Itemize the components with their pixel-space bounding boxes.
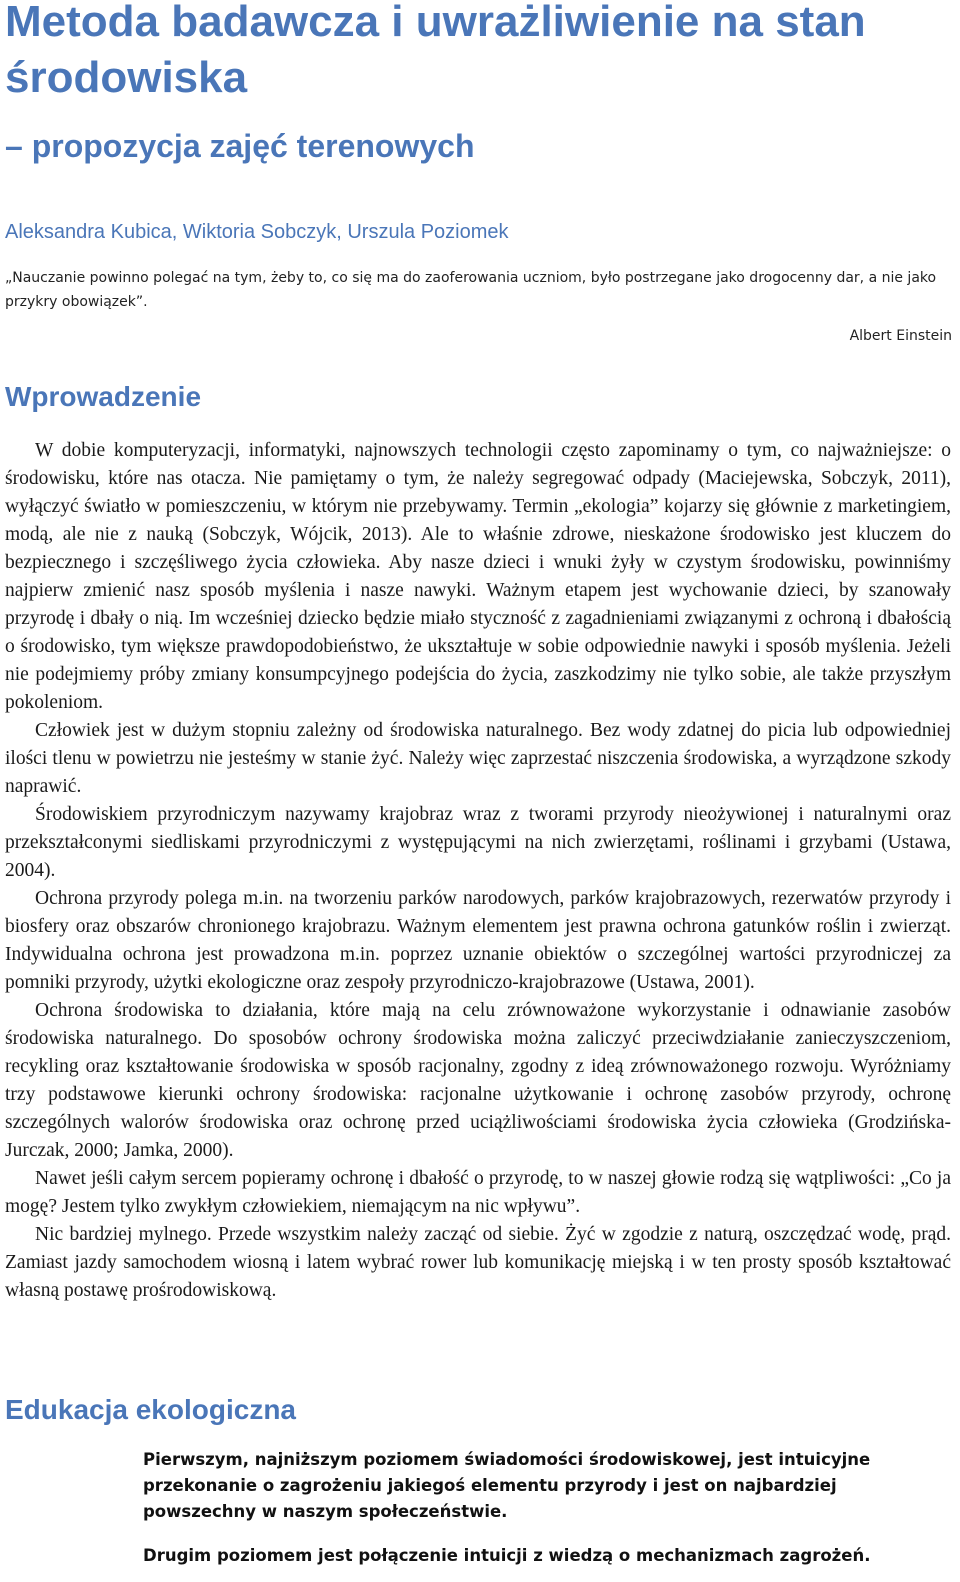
awareness-levels-box [143, 1447, 933, 1569]
section-heading-introduction: Wprowadzenie [5, 381, 202, 412]
introduction-body [5, 437, 951, 1305]
body-paragraph: Ochrona środowiska to działania, które mają na celu zrównoważone wykorzystanie i odnawianie zasobów środowiska naturalnego. Do sposobów ochrony środowiska można zaliczyć przeciwdziałanie zanieczyszczeniom, recykling oraz kształtowanie środowiska w sposób racjonalny, zgodny z ideą zrównoważonego rozwoju. Wyróżniamy trzy podstawowe kierunki ochrony środowiska: racjonalne użytkowanie i ochronę zasobów przyrody, ochronę szczególnych walorów środowiska oraz ochronę przed uciążliwościami środowiska życia człowieka (Grodzińska-Jurczak, 2000; Jamka, 2000). [5, 1000, 951, 1161]
body-paragraph: Nic bardziej mylnego. Przede wszystkim należy zacząć od siebie. Żyć w zgodzie z naturą, oszczędzać wodę, prąd. Zamiast jazdy samochodem wiosną i latem wybrać rower lub komunikację miejską i w ten prosty sposób kształtować własną postawę prośrodowiskową. [5, 1224, 951, 1301]
body-paragraph: W dobie komputeryzacji, informatyki, najnowszych technologii często zapominamy o tym, co najważniejsze: o środowisku, które nas otacza. Nie pamiętamy o tym, że należy segregować odpady (Maciejewska, Sobczyk, 2011), wyłączyć światło w pomieszczeniu, w którym nie przebywamy. Termin „ekologia” kojarzy się głównie z marketingiem, modą, ale nie z nauką (Sobczyk, Wójcik, 2013). Ale to właśnie zdrowe, nieskażone środowisko jest kluczem do bezpiecznego i szczęśliwego życia człowieka. Aby nasze dzieci i wnuki żyły w czystym środowisku, powinniśmy najpierw zmienić nasz sposób myślenia i nasze nawyki. Ważnym etapem jest wychowanie dzieci, by szanowały przyrodę i dbały o nią. Im wcześniej dziecko będzie miało styczność z zagadnieniami związanymi z ochroną i dbałością o środowisko, tym większe prawdopodobieństwo, że ukształtuje w sobie odpowiednie nawyki i sposób myślenia. Jeżeli nie podejmiemy próby zmiany konsumpcyjnego podejścia do życia, zaszkodzimy nie tylko sobie, ale także przyszłym pokoleniom. [5, 440, 951, 713]
awareness-level-1: Pierwszym, najniższym poziomem świadomości środowiskowej, jest intuicyjne przekonanie o zagrożeniu jakiegoś elementu przyrody i jest on najbardziej powszechny w naszym społeczeństwie. [143, 1450, 871, 1521]
authors-line: Aleksandra Kubica, Wiktoria Sobczyk, Urszula Poziomek [5, 221, 509, 243]
section-heading-education: Edukacja ekologiczna [5, 1394, 296, 1425]
body-paragraph: Nawet jeśli całym sercem popieramy ochronę i dbałość o przyrodę, to w naszej głowie rodzą się wątpliwości: „Co ja mogę? Jestem tylko zwykłym człowiekiem, niemającym na nic wpływu”. [5, 1168, 951, 1217]
body-paragraph: Ochrona przyrody polega m.in. na tworzeniu parków narodowych, parków krajobrazowych, rezerwatów przyrody i biosfery oraz obszarów chronionego krajobrazu. Ważnym elementem jest prawna ochrona gatunków roślin i zwierząt. Indywidualna ochrona jest prowadzona m.in. poprzez uznanie obiektów o szczególnej wartości przyrodniczej za pomniki przyrody, użytki ekologiczne oraz zespoły przyrodniczo-krajobrazowe (Ustawa, 2001). [5, 888, 951, 993]
epigraph-quote: „Nauczanie powinno polegać na tym, żeby to, co się ma do zaoferowania uczniom, było postrzegane jako drogocenny dar, a nie jako przykry obowiązek”. [5, 270, 937, 310]
document-title: Metoda badawcza i uwrażliwienie na stan środowiska [5, 0, 866, 102]
body-paragraph: Człowiek jest w dużym stopniu zależny od środowiska naturalnego. Bez wody zdatnej do picia lub odpowiedniej ilości tlenu w powietrzu nie jesteśmy w stanie żyć. Należy więc zaprzestać niszczenia środowiska, a wyrządzone szkody naprawić. [5, 720, 951, 797]
document-subtitle: – propozycja zajęć terenowych [5, 128, 475, 164]
awareness-level-2: Drugim poziomem jest połączenie intuicji z wiedzą o mechanizmach zagrożeń. [143, 1546, 871, 1565]
epigraph-author: Albert Einstein [849, 328, 952, 344]
body-paragraph: Środowiskiem przyrodniczym nazywamy krajobraz wraz z tworami przyrody nieożywionej i naturalnymi oraz przekształconymi siedliskami przyrodniczymi z występującymi na nich zwierzętami, roślinami i grzybami (Ustawa, 2004). [5, 804, 951, 881]
